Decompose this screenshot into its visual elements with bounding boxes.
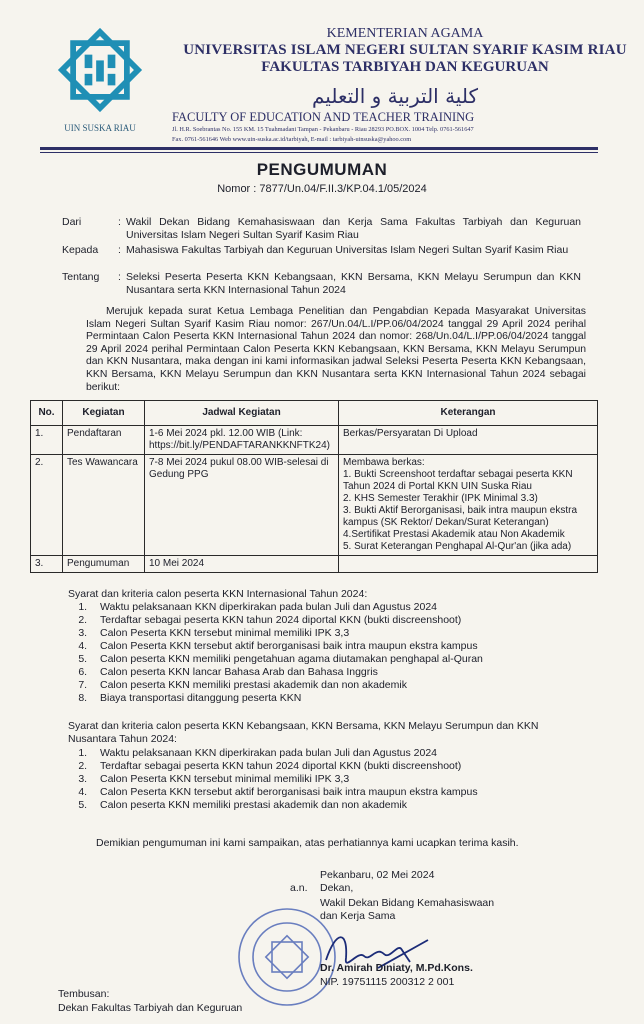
req-intl-list [68, 601, 590, 705]
table-row [31, 426, 598, 455]
letterhead-address: Jl. H.R. Soebrantas No. 155 KM. 15 Tuahmadani Tampan - Pekanbaru - Riau 28293 PO.BOX. 1004 Telp. 0761-561647 [172, 126, 474, 133]
meta-key: Kepada [62, 244, 99, 256]
faculty-name: FAKULTAS TARBIYAH DAN KEGURUAN [261, 59, 549, 75]
faculty-english-name: FACULTY OF EDUCATION AND TEACHER TRAINING [172, 110, 475, 124]
cell-no: 3. [31, 556, 63, 573]
keterangan-line: 5. Surat Keterangan Penghapal Al-Qur'an (jika ada) [343, 541, 572, 552]
meta-colon: : [118, 244, 121, 256]
schedule-table [30, 400, 598, 573]
column-header: Jadwal Kegiatan [145, 401, 339, 426]
meta-colon: : [118, 216, 121, 228]
document-title: PENGUMUMAN [256, 160, 388, 179]
list-item: 5. Calon peserta KKN memiliki prestasi akademik dan non akademik [90, 799, 590, 812]
signer-position: Wakil Dekan Bidang Kemahasiswaan [320, 897, 495, 909]
meta-to [62, 244, 582, 270]
req-nat-list [68, 747, 590, 812]
cell-keterangan [339, 455, 598, 556]
list-item: 4. Calon Peserta KKN tersebut aktif berorganisasi baik intra maupun ekstra kampus [90, 640, 590, 653]
intro-paragraph [86, 306, 586, 394]
cell-no: 1. [31, 426, 63, 455]
letterhead-rule-thick [40, 147, 598, 150]
column-header: Keterangan [339, 401, 598, 426]
table-row [31, 556, 598, 573]
keterangan-line: Membawa berkas: [343, 457, 425, 468]
cell-kegiatan: Tes Wawancara [63, 455, 145, 556]
closing-statement: Demikian pengumuman ini kami sampaikan, atas perhatiannya kami ucapkan terima kasih. [96, 837, 519, 849]
list-item: 6. Calon peserta KKN lancar Bahasa Arab dan Bahasa Inggris [90, 666, 590, 679]
list-item: 3. Calon Peserta KKN tersebut minimal memiliki IPK 3,3 [90, 627, 590, 640]
cell-jadwal: 7-8 Mei 2024 pukul 08.00 WIB-selesai di Gedung PPG [145, 455, 339, 556]
cell-jadwal: 1-6 Mei 2024 pkl. 12.00 WIB (Link: https://bit.ly/PENDAFTARANKKNFTK24) [145, 426, 339, 455]
letterhead-text [170, 26, 640, 76]
meta-from [62, 216, 582, 242]
logo-caption: UIN SUSKA RIAU [64, 123, 136, 133]
ministry-name: KEMENTERIAN AGAMA [326, 26, 484, 41]
list-item: 7. Calon peserta KKN memiliki prestasi akademik dan non akademik [90, 679, 590, 692]
meta-subject [62, 271, 582, 297]
list-item: 2. Terdaftar sebagai peserta KKN tahun 2024 diportal KKN (bukti discreenshoot) [90, 760, 590, 773]
keterangan-line: 3. Bukti Aktif Berorganisasi, baik intra maupun ekstra kampus (SK Rektor/ Dekan/Surat Keterangan) [343, 505, 578, 528]
cell-jadwal: 10 Mei 2024 [145, 556, 339, 573]
university-name: UNIVERSITAS ISLAM NEGERI SULTAN SYARIF KASIM RIAU [183, 42, 627, 58]
list-item: 8. Biaya transportasi ditanggung peserta KKN [90, 692, 590, 705]
intro-text: Merujuk kepada surat Ketua Lembaga Penelitian dan Pengabdian Kepada Masyarakat Universitas Islam Negeri Sultan Syarif Kasim Riau nomor: 267/Un.04/L.I/PP.06/04/2024 tanggal 29 April 2024 perihal Permintaan Calon Peserta KKN Internasional Tahun 2024 dan nomor: 268/Un.04/L.I/PP.06/04/2024 tanggal 29 April 2024 perihal Permintaan Calon Peserta KKN Kebangsaan, KKN Bersama, KKN Melayu Serumpun dan KKN Nusantara, maka dengan ini kami informasikan jadwal Seleksi Peserta Peserta KKN Kebangsaan, KKN Bersama, KKN Melayu Serumpun dan KKN Nusantara serta KKN Internasional Tahun 2024 sebagai berikut: [86, 306, 586, 393]
req-nat-title: Syarat dan kriteria calon peserta KKN Kebangsaan, KKN Bersama, KKN Melayu Serumpun dan KKN Nusantara Tahun 2024: [68, 720, 539, 745]
place-date: Pekanbaru, 02 Mei 2024 [320, 869, 435, 881]
cell-kegiatan: Pendaftaran [63, 426, 145, 455]
meta-colon: : [118, 271, 121, 283]
meta-value: Mahasiswa Fakultas Tarbiyah dan Keguruan Universitas Islam Negeri Sultan Syarif Kasim Riau [126, 244, 569, 256]
uin-logo-icon [52, 22, 148, 118]
table-header-row [31, 401, 598, 426]
on-behalf-label: a.n. [290, 882, 308, 894]
letterhead-contact: Fax. 0761-561646 Web www.uin-suska.ac.id/tarbiyah, E-mail : tarbiyah-uinsuska@yahoo.com [172, 136, 412, 143]
column-header: No. [31, 401, 63, 426]
meta-value: Seleksi Peserta Peserta KKN Kebangsaan, KKN Bersama, KKN Melayu Serumpun dan KKN Nusantara serta KKN Internasional Tahun 2024 [126, 271, 581, 296]
list-item: 1. Waktu pelaksanaan KKN diperkirakan pada bulan Juli dan Agustus 2024 [90, 601, 590, 614]
document-number: Nomor : 7877/Un.04/F.II.3/KP.04.1/05/2024 [217, 183, 427, 195]
meta-key: Dari [62, 216, 82, 228]
column-header: Kegiatan [63, 401, 145, 426]
meta-value: Wakil Dekan Bidang Kemahasiswaan dan Kerja Sama Fakultas Tarbiyah dan Keguruan Universitas Islam Negeri Sultan Syarif Kasim Riau [126, 216, 581, 241]
cc-label: Tembusan: [58, 988, 110, 1000]
cell-keterangan [339, 556, 598, 573]
cell-no: 2. [31, 455, 63, 556]
signer-name: Dr. Amirah Diniaty, M.Pd.Kons. [320, 962, 473, 974]
keterangan-line: 1. Bukti Screenshoot terdaftar sebagai peserta KKN Tahun 2024 di Portal KKN UIN Suska Riau [343, 469, 573, 492]
letterhead-rule-thin [40, 152, 598, 153]
signer-position-2: dan Kerja Sama [320, 910, 396, 922]
keterangan-line: 2. KHS Semester Terakhir (IPK Minimal 3.3) [343, 493, 538, 504]
table-row [31, 455, 598, 556]
signer-nip: NIP. 19751115 200312 2 001 [320, 976, 455, 988]
list-item: 2. Terdaftar sebagai peserta KKN tahun 2024 diportal KKN (bukti discreenshoot) [90, 614, 590, 627]
arabic-faculty-name: كلية التربية و التعليم [312, 84, 478, 108]
dean-label: Dekan, [320, 882, 354, 894]
cell-keterangan: Berkas/Persyaratan Di Upload [339, 426, 598, 455]
university-logo [44, 22, 156, 140]
keterangan-line: 4.Sertifikat Prestasi Akademik atau Non Akademik [343, 529, 565, 540]
list-item: 1. Waktu pelaksanaan KKN diperkirakan pada bulan Juli dan Agustus 2024 [90, 747, 590, 760]
list-item: 4. Calon Peserta KKN tersebut aktif berorganisasi baik intra maupun ekstra kampus [90, 786, 590, 799]
req-intl-title: Syarat dan kriteria calon peserta KKN Internasional Tahun 2024: [68, 588, 368, 600]
cell-kegiatan: Pengumuman [63, 556, 145, 573]
meta-key: Tentang [62, 271, 100, 283]
list-item: 3. Calon Peserta KKN tersebut minimal memiliki IPK 3,3 [90, 773, 590, 786]
cc-recipient: Dekan Fakultas Tarbiyah dan Keguruan [58, 1002, 243, 1014]
list-item: 5. Calon peserta KKN memiliki pengetahuan agama diutamakan penghapal al-Quran [90, 653, 590, 666]
